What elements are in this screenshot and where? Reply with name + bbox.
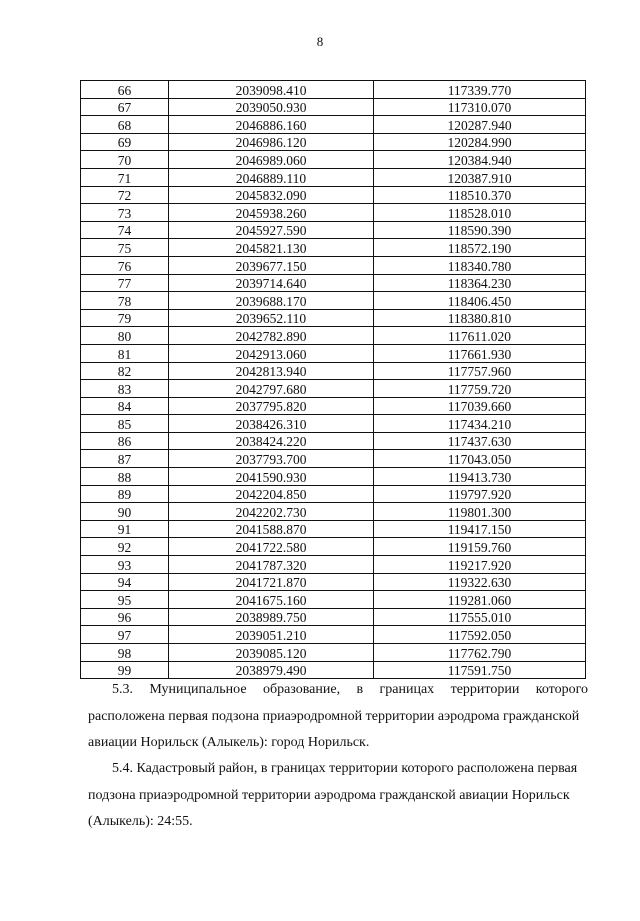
- y-coordinate-cell: 118340.780: [374, 256, 586, 274]
- point-number-cell: 67: [81, 98, 169, 116]
- y-coordinate-cell: 117592.050: [374, 626, 586, 644]
- point-number-cell: 92: [81, 538, 169, 556]
- point-number-cell: 97: [81, 626, 169, 644]
- y-coordinate-cell: 117762.790: [374, 644, 586, 662]
- point-number-cell: 68: [81, 116, 169, 134]
- point-number-cell: 72: [81, 186, 169, 204]
- point-number-cell: 77: [81, 274, 169, 292]
- x-coordinate-cell: 2041787.320: [169, 556, 374, 574]
- y-coordinate-cell: 120387.910: [374, 168, 586, 186]
- table-row: [81, 644, 586, 662]
- point-number-cell: 93: [81, 556, 169, 574]
- paragraph-5-3-line-1: 5.3. Муниципальное образование, в границах территории которого: [112, 682, 588, 697]
- x-coordinate-cell: 2038426.310: [169, 415, 374, 433]
- point-number-cell: 85: [81, 415, 169, 433]
- y-coordinate-cell: 120284.990: [374, 133, 586, 151]
- y-coordinate-cell: 118590.390: [374, 221, 586, 239]
- y-coordinate-cell: 120287.940: [374, 116, 586, 134]
- table-row: [81, 450, 586, 468]
- point-number-cell: 78: [81, 292, 169, 310]
- y-coordinate-cell: 119281.060: [374, 591, 586, 609]
- x-coordinate-cell: 2046986.120: [169, 133, 374, 151]
- point-number-cell: 89: [81, 485, 169, 503]
- table-row: [81, 432, 586, 450]
- y-coordinate-cell: 117434.210: [374, 415, 586, 433]
- y-coordinate-cell: 119413.730: [374, 468, 586, 486]
- x-coordinate-cell: 2041722.580: [169, 538, 374, 556]
- x-coordinate-cell: 2042913.060: [169, 344, 374, 362]
- paragraph-5-4-line-2: подзона приаэродромной территории аэродрома гражданской авиации Норильск: [88, 787, 570, 803]
- point-number-cell: 99: [81, 661, 169, 679]
- table-row: [81, 98, 586, 116]
- point-number-cell: 74: [81, 221, 169, 239]
- table-row: [81, 151, 586, 169]
- y-coordinate-cell: 117339.770: [374, 81, 586, 99]
- point-number-cell: 83: [81, 380, 169, 398]
- y-coordinate-cell: 119797.920: [374, 485, 586, 503]
- y-coordinate-cell: 117437.630: [374, 432, 586, 450]
- y-coordinate-cell: 118510.370: [374, 186, 586, 204]
- x-coordinate-cell: 2046886.160: [169, 116, 374, 134]
- x-coordinate-cell: 2039677.150: [169, 256, 374, 274]
- table-row: [81, 133, 586, 151]
- point-number-cell: 98: [81, 644, 169, 662]
- table-row: [81, 485, 586, 503]
- table-row: [81, 221, 586, 239]
- x-coordinate-cell: 2039652.110: [169, 309, 374, 327]
- point-number-cell: 71: [81, 168, 169, 186]
- y-coordinate-cell: 119801.300: [374, 503, 586, 521]
- y-coordinate-cell: 118380.810: [374, 309, 586, 327]
- x-coordinate-cell: 2042797.680: [169, 380, 374, 398]
- point-number-cell: 95: [81, 591, 169, 609]
- y-coordinate-cell: 119417.150: [374, 520, 586, 538]
- point-number-cell: 88: [81, 468, 169, 486]
- y-coordinate-cell: 118364.230: [374, 274, 586, 292]
- x-coordinate-cell: 2039688.170: [169, 292, 374, 310]
- x-coordinate-cell: 2045938.260: [169, 204, 374, 222]
- y-coordinate-cell: 117310.070: [374, 98, 586, 116]
- table-row: [81, 309, 586, 327]
- y-coordinate-cell: 117591.750: [374, 661, 586, 679]
- table-row: [81, 591, 586, 609]
- table-row: [81, 204, 586, 222]
- point-number-cell: 82: [81, 362, 169, 380]
- point-number-cell: 69: [81, 133, 169, 151]
- table-row: [81, 116, 586, 134]
- x-coordinate-cell: 2042782.890: [169, 327, 374, 345]
- paragraph-5-4: [88, 756, 588, 836]
- x-coordinate-cell: 2039051.210: [169, 626, 374, 644]
- x-coordinate-cell: 2039098.410: [169, 81, 374, 99]
- point-number-cell: 80: [81, 327, 169, 345]
- point-number-cell: 79: [81, 309, 169, 327]
- point-number-cell: 76: [81, 256, 169, 274]
- table-row: [81, 344, 586, 362]
- y-coordinate-cell: 117555.010: [374, 608, 586, 626]
- table-row: [81, 608, 586, 626]
- y-coordinate-cell: 117661.930: [374, 344, 586, 362]
- coordinates-table: [80, 80, 586, 679]
- paragraph-5-4-line-1: 5.4. Кадастровый район, в границах территории которого расположена первая: [112, 761, 578, 776]
- paragraph-5-3-line-2: расположена первая подзона приаэродромной территории аэродрома гражданской: [88, 708, 580, 724]
- point-number-cell: 91: [81, 520, 169, 538]
- table-row: [81, 573, 586, 591]
- table-row: [81, 556, 586, 574]
- table-row: [81, 239, 586, 257]
- x-coordinate-cell: 2039085.120: [169, 644, 374, 662]
- table-row: [81, 327, 586, 345]
- x-coordinate-cell: 2037795.820: [169, 397, 374, 415]
- x-coordinate-cell: 2041590.930: [169, 468, 374, 486]
- table-row: [81, 520, 586, 538]
- table-row: [81, 626, 586, 644]
- y-coordinate-cell: 118572.190: [374, 239, 586, 257]
- x-coordinate-cell: 2045832.090: [169, 186, 374, 204]
- table-row: [81, 81, 586, 99]
- x-coordinate-cell: 2042813.940: [169, 362, 374, 380]
- paragraph-5-3: [88, 677, 588, 757]
- y-coordinate-cell: 118528.010: [374, 204, 586, 222]
- point-number-cell: 70: [81, 151, 169, 169]
- point-number-cell: 96: [81, 608, 169, 626]
- x-coordinate-cell: 2039714.640: [169, 274, 374, 292]
- table-row: [81, 186, 586, 204]
- paragraph-5-4-line-3: (Алыкель): 24:55.: [88, 814, 193, 829]
- x-coordinate-cell: 2046889.110: [169, 168, 374, 186]
- x-coordinate-cell: 2046989.060: [169, 151, 374, 169]
- y-coordinate-cell: 117757.960: [374, 362, 586, 380]
- x-coordinate-cell: 2042204.850: [169, 485, 374, 503]
- table-row: [81, 538, 586, 556]
- x-coordinate-cell: 2038424.220: [169, 432, 374, 450]
- point-number-cell: 90: [81, 503, 169, 521]
- table-row: [81, 503, 586, 521]
- point-number-cell: 84: [81, 397, 169, 415]
- y-coordinate-cell: 119159.760: [374, 538, 586, 556]
- table-row: [81, 256, 586, 274]
- x-coordinate-cell: 2041721.870: [169, 573, 374, 591]
- x-coordinate-cell: 2037793.700: [169, 450, 374, 468]
- table-row: [81, 362, 586, 380]
- x-coordinate-cell: 2039050.930: [169, 98, 374, 116]
- table-row: [81, 274, 586, 292]
- point-number-cell: 75: [81, 239, 169, 257]
- y-coordinate-cell: 118406.450: [374, 292, 586, 310]
- table-row: [81, 415, 586, 433]
- table-row: [81, 397, 586, 415]
- y-coordinate-cell: 119217.920: [374, 556, 586, 574]
- coordinates-table-body: [81, 81, 586, 679]
- page-number: 8: [316, 34, 324, 49]
- point-number-cell: 73: [81, 204, 169, 222]
- paragraph-5-3-line-3: авиации Норильск (Алыкель): город Норильск.: [88, 735, 370, 750]
- y-coordinate-cell: 117039.660: [374, 397, 586, 415]
- y-coordinate-cell: 120384.940: [374, 151, 586, 169]
- x-coordinate-cell: 2038989.750: [169, 608, 374, 626]
- table-row: [81, 468, 586, 486]
- point-number-cell: 66: [81, 81, 169, 99]
- x-coordinate-cell: 2045927.590: [169, 221, 374, 239]
- point-number-cell: 87: [81, 450, 169, 468]
- x-coordinate-cell: 2038979.490: [169, 661, 374, 679]
- y-coordinate-cell: 117611.020: [374, 327, 586, 345]
- point-number-cell: 81: [81, 344, 169, 362]
- y-coordinate-cell: 117759.720: [374, 380, 586, 398]
- y-coordinate-cell: 119322.630: [374, 573, 586, 591]
- table-row: [81, 380, 586, 398]
- table-row: [81, 168, 586, 186]
- point-number-cell: 86: [81, 432, 169, 450]
- table-row: [81, 292, 586, 310]
- y-coordinate-cell: 117043.050: [374, 450, 586, 468]
- x-coordinate-cell: 2042202.730: [169, 503, 374, 521]
- point-number-cell: 94: [81, 573, 169, 591]
- x-coordinate-cell: 2041588.870: [169, 520, 374, 538]
- x-coordinate-cell: 2045821.130: [169, 239, 374, 257]
- x-coordinate-cell: 2041675.160: [169, 591, 374, 609]
